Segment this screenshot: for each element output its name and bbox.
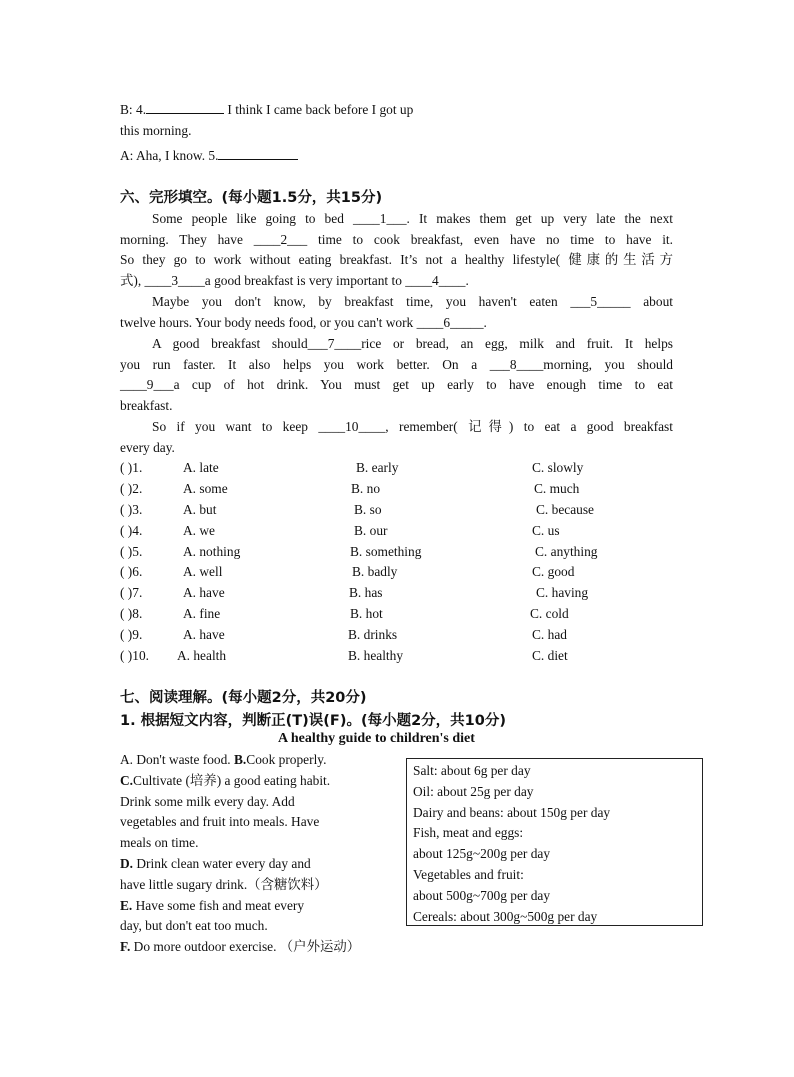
- tip-c-label: C.: [120, 772, 134, 788]
- dialogue-b-label: B: 4.: [120, 102, 147, 117]
- passage-line-5: Maybe you don't know, by breakfast time, you haven't eaten ___5_____ about: [152, 294, 673, 309]
- tip-d-label: D.: [120, 855, 134, 871]
- passage-line-11: So if you want to keep ____10____, remember( 记得) to eat a good breakfast: [152, 419, 673, 434]
- question-row[interactable]: [120, 646, 680, 666]
- option-b[interactable]: B. something: [350, 544, 422, 559]
- tip-c-text: Cultivate (培养) a good eating habit.: [133, 772, 331, 788]
- passage-line-7: A good breakfast should___7____rice or bread, an egg, milk and fruit. It helps: [152, 336, 673, 351]
- passage-line-1: Some people like going to bed ____1___. It makes them get up very late the next: [152, 211, 673, 226]
- tip-d-text: Drink clean water every day and: [133, 855, 311, 871]
- option-c[interactable]: C. having: [536, 585, 589, 600]
- question-row[interactable]: [120, 604, 680, 624]
- passage-line-3: So they go to work without eating breakfast. It’s not a healthy lifestyle( 健康的生活方: [120, 252, 673, 267]
- passage-line-12: every day.: [120, 440, 175, 455]
- option-c[interactable]: C. much: [534, 481, 580, 496]
- question-row[interactable]: [120, 458, 680, 478]
- question-row[interactable]: [120, 521, 680, 541]
- question-number: ( )8.: [120, 606, 143, 621]
- intake-line: Salt: about 6g per day: [413, 763, 531, 778]
- dialogue-b-line1: [120, 100, 413, 118]
- question-number: ( )3.: [120, 502, 143, 517]
- intake-line: about 125g~200g per day: [413, 846, 551, 862]
- tip-line: [120, 771, 385, 792]
- tip-line: [120, 937, 385, 958]
- intake-line: Vegetables and fruit:: [413, 866, 524, 882]
- tip-f-label: F.: [120, 939, 131, 955]
- diet-tips: [120, 750, 385, 958]
- dialogue-a-line: [120, 146, 298, 164]
- tip-line: have little sugary drink.（含糖饮料）: [120, 876, 328, 892]
- answer-blank-5[interactable]: [218, 146, 298, 160]
- intake-line: Oil: about 25g per day: [413, 783, 534, 799]
- option-a[interactable]: A. nothing: [183, 544, 241, 559]
- option-c[interactable]: C. slowly: [532, 460, 584, 475]
- question-row[interactable]: [120, 562, 680, 582]
- option-b[interactable]: B. healthy: [348, 648, 404, 663]
- question-number: ( )4.: [120, 523, 143, 538]
- option-c[interactable]: C. had: [532, 627, 567, 642]
- question-row[interactable]: [120, 625, 680, 645]
- question-row[interactable]: [120, 583, 680, 603]
- option-c[interactable]: C. us: [532, 523, 560, 538]
- tip-line: meals on time.: [120, 835, 199, 851]
- question-number: ( )2.: [120, 481, 143, 496]
- option-c[interactable]: C. because: [536, 502, 595, 517]
- tip-line: [120, 896, 385, 917]
- tip-line: [120, 854, 385, 875]
- article-title: A healthy guide to children's diet: [278, 731, 475, 746]
- section6-heading: 六、完形填空。(每小题1.5分，共15分): [120, 190, 383, 206]
- option-c[interactable]: C. cold: [530, 606, 569, 621]
- option-a[interactable]: A. but: [183, 502, 217, 517]
- tip-line: day, but don't eat too much.: [120, 918, 268, 934]
- question-number: ( )1.: [120, 460, 143, 475]
- option-a[interactable]: A. have: [183, 585, 225, 600]
- option-b[interactable]: B. drinks: [348, 627, 398, 642]
- question-row[interactable]: [120, 479, 680, 499]
- passage-line-2: morning. They have ____2___ time to cook breakfast, even have no time to have it.: [120, 232, 673, 247]
- intake-line: Fish, meat and eggs:: [413, 825, 524, 841]
- question-row[interactable]: [120, 500, 680, 520]
- intake-line: about 500g~700g per day: [413, 887, 551, 903]
- option-c[interactable]: C. diet: [532, 648, 568, 663]
- answer-blank-4[interactable]: [146, 100, 224, 114]
- tip-line: [120, 750, 385, 771]
- option-c[interactable]: C. anything: [535, 544, 598, 559]
- tip-f-text: Do more outdoor exercise. （户外运动）: [130, 939, 361, 955]
- passage-line-8: you run faster. It also helps you work better. On a ___8____morning, you should: [120, 357, 673, 372]
- question-number: ( )10.: [120, 648, 150, 663]
- intake-line: Dairy and beans: about 150g per day: [413, 804, 611, 820]
- dialogue-b-text: I think I came back before I got up: [224, 102, 414, 117]
- tip-line: Drink some milk every day. Add: [120, 793, 295, 809]
- tip-a-text: A. Don't waste food.: [120, 752, 234, 767]
- question-number: ( )7.: [120, 585, 143, 600]
- tip-e-text: Have some fish and meat every: [132, 897, 305, 913]
- option-b[interactable]: B. has: [349, 585, 383, 600]
- section7-sub-heading: 1. 根据短文内容，判断正(T)误(F)。(每小题2分，共10分): [120, 713, 506, 729]
- daily-intake-box: [406, 758, 703, 926]
- option-a[interactable]: A. have: [183, 627, 225, 642]
- passage-line-10: breakfast.: [120, 398, 173, 413]
- tip-b-label: B.: [233, 752, 247, 767]
- option-a[interactable]: A. some: [183, 481, 228, 496]
- passage-line-6: twelve hours. Your body needs food, or you can't work ____6_____.: [120, 315, 487, 330]
- option-b[interactable]: B. hot: [350, 606, 383, 621]
- dialogue-a-text: A: Aha, I know. 5.: [120, 148, 219, 163]
- option-c[interactable]: C. good: [532, 564, 575, 579]
- option-a[interactable]: A. we: [183, 523, 215, 538]
- option-a[interactable]: A. well: [183, 564, 223, 579]
- question-number: ( )6.: [120, 564, 143, 579]
- tip-line: vegetables and fruit into meals. Have: [120, 814, 320, 830]
- question-number: ( )5.: [120, 544, 143, 559]
- option-b[interactable]: B. no: [351, 481, 381, 496]
- option-a[interactable]: A. late: [183, 460, 219, 475]
- option-b[interactable]: B. early: [356, 460, 399, 475]
- option-a[interactable]: A. fine: [183, 606, 221, 621]
- option-b[interactable]: B. our: [354, 523, 388, 538]
- option-b[interactable]: B. so: [354, 502, 382, 517]
- passage-line-4: 式), ____3____a good breakfast is very important to ____4____.: [120, 273, 469, 288]
- question-number: ( )9.: [120, 627, 143, 642]
- section7-heading: 七、阅读理解。(每小题2分，共20分): [120, 690, 367, 706]
- passage-line-9: ____9___a cup of hot drink. You must get up early to have enough time to eat: [120, 377, 673, 392]
- option-a[interactable]: A. health: [177, 648, 227, 663]
- intake-line: Cereals: about 300g~500g per day: [413, 908, 598, 924]
- tip-b-text: Cook properly.: [246, 752, 327, 767]
- tip-e-label: E.: [120, 897, 133, 913]
- question-row[interactable]: [120, 542, 680, 562]
- option-b[interactable]: B. badly: [352, 564, 398, 579]
- dialogue-b-line2: this morning.: [120, 123, 192, 138]
